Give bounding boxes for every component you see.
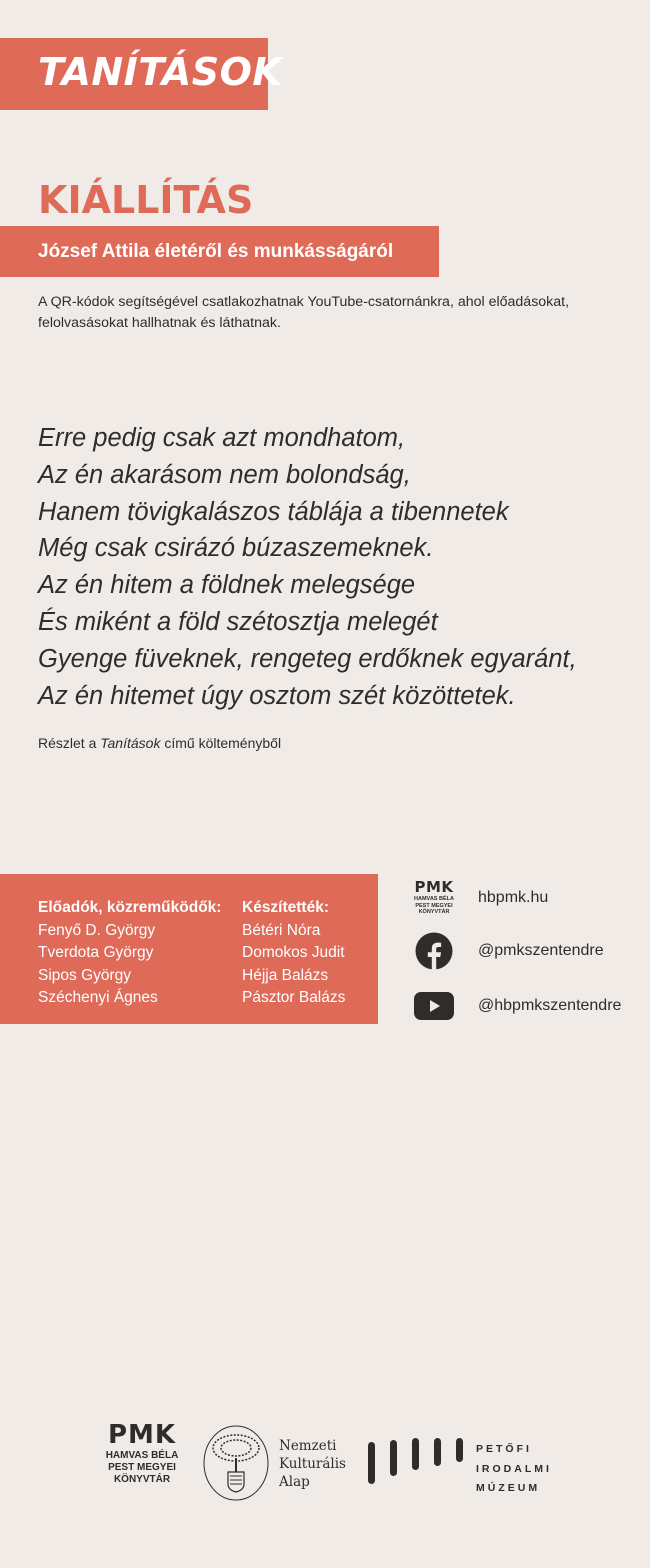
pmk-logo-line: PEST MEGYEI — [108, 1462, 176, 1473]
youtube-icon[interactable] — [414, 992, 454, 1020]
makers-heading: Készítették: — [242, 899, 329, 916]
credits-performers — [38, 897, 221, 1010]
source-suffix: című költeményből — [160, 735, 282, 751]
facebook-handle[interactable]: @pmkszentendre — [478, 942, 604, 959]
nka-emblem-icon — [202, 1424, 270, 1507]
pim-line: PETŐFI — [476, 1443, 532, 1455]
poem-line: És miként a föld szétosztja melegét — [38, 607, 438, 636]
pmk-logo-icon — [408, 878, 460, 916]
poem-line: Az én hitemet úgy osztom szét közöttetek. — [38, 681, 516, 710]
pmk-logo-mark: PMK — [107, 1420, 177, 1450]
poem-line: Még csak csirázó búzaszemeknek. — [38, 534, 434, 563]
pmk-small-line: KÖNYVTÁR — [418, 909, 450, 915]
pmk-logo — [96, 1420, 188, 1486]
maker-name: Domokos Judit — [242, 944, 345, 961]
poem — [38, 420, 638, 714]
youtube-handle[interactable]: @hbpmkszentendre — [478, 997, 622, 1014]
poem-source — [38, 735, 281, 751]
pim-bars-icon — [368, 1438, 466, 1491]
nka-line: Kulturális — [279, 1456, 346, 1472]
intro-line-2: felolvasásokat hallhatnak és láthatnak. — [38, 315, 281, 331]
pmk-small-line: HAMVAS BÉLA — [414, 896, 454, 902]
pim-logo-text — [476, 1440, 552, 1499]
website-link[interactable]: hbpmk.hu — [478, 889, 549, 906]
poem-line: Az én hitem a földnek melegsége — [38, 571, 416, 600]
nka-logo-text — [279, 1437, 346, 1491]
performer-name: Széchenyi Ágnes — [38, 989, 158, 1006]
pmk-small-mark: PMK — [414, 878, 454, 896]
maker-name: Bétéri Nóra — [242, 921, 321, 939]
maker-name: Pásztor Balázs — [242, 989, 346, 1006]
facebook-icon[interactable] — [414, 932, 454, 970]
source-prefix: Részlet a — [38, 735, 101, 751]
pmk-logo-line: KÖNYVTÁR — [113, 1474, 171, 1485]
nka-line: Nemzeti — [279, 1438, 337, 1454]
nka-line: Alap — [279, 1474, 310, 1490]
page-title: TANÍTÁSOK — [38, 50, 283, 94]
poem-line: Erre pedig csak azt mondhatom, — [38, 424, 406, 452]
section-subtitle: József Attila életéről és munkásságáról — [38, 241, 394, 262]
intro-line-1: A QR-kódok segítségével csatlakozhatnak YouTube-csatornánkra, ahol előadásokat, — [38, 294, 570, 310]
poem-line: Az én akarásom nem bolondság, — [38, 460, 411, 489]
performers-heading: Előadók, közreműködők: — [38, 899, 222, 916]
pim-line: MÚZEUM — [476, 1482, 541, 1494]
pmk-logo-line: HAMVAS BÉLA — [105, 1450, 179, 1461]
credits-makers — [242, 897, 345, 1010]
maker-name: Héjja Balázs — [242, 966, 329, 984]
pim-line: IRODALMI — [476, 1462, 552, 1475]
pmk-small-line: PEST MEGYEI — [415, 902, 453, 909]
performer-name: Fenyő D. György — [38, 921, 156, 939]
poem-line: Hanem tövigkalászos táblája a tibennetek — [38, 497, 509, 526]
source-work-title: Tanítások — [100, 735, 161, 751]
poem-line: Gyenge füveknek, rengeteg erdőknek egyaránt, — [38, 644, 577, 673]
section-title: KIÁLLÍTÁS — [38, 178, 254, 222]
performer-name: Sipos György — [38, 966, 132, 984]
performer-name: Tverdota György — [38, 944, 154, 961]
intro-text — [38, 292, 618, 334]
